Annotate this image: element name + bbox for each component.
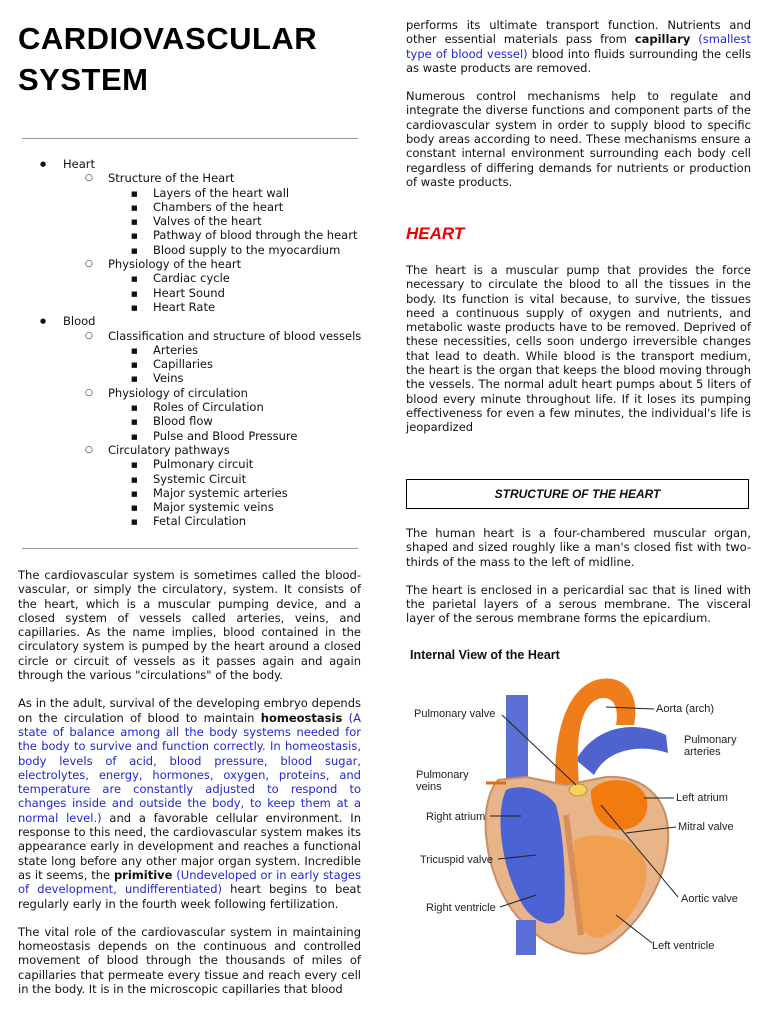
toc-item-heart-sound[interactable]: ■ Heart Sound	[18, 286, 363, 300]
page-title-line1: CARDIOVASCULAR	[18, 21, 318, 56]
toc-item-pathways[interactable]: ○ Circulatory pathways	[18, 443, 363, 457]
term-homeostasis: homeostasis	[260, 710, 343, 725]
intro-paragraph-3: The vital role of the cardiovascular system in maintaining homeostasis depends on the continuous and controlled movement of blood through the thousands of miles of capillaries that permeate every tissue and reach every cell in the body. It is in the microscopic capillaries that blood	[18, 924, 361, 997]
toc-item-chambers[interactable]: ■ Chambers of the heart	[18, 200, 363, 214]
term-primitive: primitive	[113, 867, 173, 882]
toc-item-heart[interactable]: ● Heart	[18, 157, 363, 171]
continued-paragraph: performs its ultimate transport function. Nutrients and other essential materials pass from capillary (smallest type of blood vessel) blood into fluids surrounding the cells as waste products are removed.	[406, 18, 751, 75]
page-title	[18, 18, 360, 100]
divider-bottom	[22, 548, 358, 549]
intro-paragraph-2: As in the adult, survival of the developing embryo depends on the circulation of blood to maintain homeostasis (A state of balance among all the body systems needed for the body to survive and function correctly. In homeostasis, body levels of acid, blood pressure, blood sugar, electrolytes, energy, hormones, oxygen, proteins, and temperature are constantly adjusted to respond to changes inside and outside the body, to keep them at a normal level.) and a favorable cellular environment. In response to this need, the cardiovascular system makes its appearance early in development and reaches a functional state long before any other major organ system. Incredible as it seems, the primitive (Undeveloped or in early stages of development, undifferentiated) heart begins to beat regularly early in the fourth week following fertilization.	[18, 696, 361, 911]
left-ventricle-shape	[574, 835, 646, 937]
label-pulmonary-veins-2: veins	[416, 781, 442, 793]
label-tricuspid-valve: Tricuspid valve	[420, 854, 493, 866]
toc-item-arteries[interactable]: ■ Arteries	[18, 343, 363, 357]
toc-item-classification[interactable]: ○ Classification and structure of blood vessels	[18, 329, 363, 343]
right-column	[406, 18, 751, 203]
term-capillary: capillary	[634, 32, 691, 47]
structure-heading-box	[406, 479, 749, 509]
toc-item-layers[interactable]: ■ Layers of the heart wall	[18, 186, 363, 200]
heart-diagram	[406, 665, 758, 965]
structure-heading: STRUCTURE OF THE HEART	[494, 487, 661, 501]
valve-shape	[569, 784, 587, 796]
definition-primitive: (Undeveloped or in early stages of development, undifferentiated)	[18, 867, 361, 897]
label-pulmonary-arteries-2: arteries	[684, 746, 721, 758]
heart-paragraph: The heart is a muscular pump that provides the force necessary to circulate the blood to all the tissues in the body. Its function is vital because, to survive, the tissues need a continuous supply of oxygen and nutrients, and metabolic waste products have to be removed. Deprived of these necessities, cells soon undergo irreversible changes that lead to death. While blood is the transport medium, the heart is the organ that keeps the blood moving through the vessels. The normal adult heart pumps about 5 liters of blood every minute throughout life. If it loses its pumping effectiveness for even a few minutes, the individual's life is jeopardized	[406, 263, 751, 435]
toc-item-major-arteries[interactable]: ■ Major systemic arteries	[18, 486, 363, 500]
toc-item-roles[interactable]: ■ Roles of Circulation	[18, 400, 363, 414]
toc-item-cardiac-cycle[interactable]: ■ Cardiac cycle	[18, 271, 363, 285]
toc-item-valves[interactable]: ■ Valves of the heart	[18, 214, 363, 228]
toc-item-blood-supply[interactable]: ■ Blood supply to the myocardium	[18, 243, 363, 257]
label-aortic-valve: Aortic valve	[681, 893, 738, 905]
label-pulmonary-valve: Pulmonary valve	[414, 708, 496, 720]
heart-section	[406, 263, 751, 449]
label-aorta: Aorta (arch)	[656, 703, 715, 715]
definition-homeostasis: (A state of balance among all the body systems needed for the body to survive and function correctly. In homeostasis, body levels of acid, blood pressure, blood sugar, electrolytes, energy, hormones, oxygen, proteins, and temperature are constantly adjusted to respond to changes inside and outside the body, to keep them at a normal level.)	[18, 710, 361, 825]
heart-heading: HEART	[406, 224, 465, 243]
label-right-ventricle: Right ventricle	[426, 902, 496, 914]
toc-item-blood[interactable]: ● Blood	[18, 314, 363, 328]
toc-item-fetal-circulation[interactable]: ■ Fetal Circulation	[18, 514, 363, 528]
definition-capillary: (smallest type of blood vessel)	[406, 32, 751, 61]
control-paragraph: Numerous control mechanisms help to regulate and integrate the diverse functions and component parts of the cardiovascular system in order to supply blood to specific body areas according to need. These mechanisms ensure a constant internal environment surrounding each body cell regardless of differing demands for nutrients or production of waste products.	[406, 89, 751, 189]
intro-text	[18, 568, 361, 1010]
toc-item-pathway[interactable]: ■ Pathway of blood through the heart	[18, 228, 363, 242]
toc-item-systemic-circuit[interactable]: ■ Systemic Circuit	[18, 472, 363, 486]
toc-item-physiology-heart[interactable]: ○ Physiology of the heart	[18, 257, 363, 271]
toc-item-physiology-circulation[interactable]: ○ Physiology of circulation	[18, 386, 363, 400]
table-of-contents	[18, 157, 363, 529]
label-pulmonary-veins-1: Pulmonary	[416, 769, 469, 781]
structure-paragraph-2: The heart is enclosed in a pericardial sac that is lined with the parietal layers of a serous membrane. The visceral layer of the serous membrane forms the epicardium.	[406, 582, 751, 626]
label-right-atrium: Right atrium	[426, 811, 486, 823]
divider-top	[22, 138, 358, 139]
label-mitral-valve: Mitral valve	[678, 821, 734, 833]
toc-item-capillaries[interactable]: ■ Capillaries	[18, 357, 363, 371]
toc-item-structure[interactable]: ○ Structure of the Heart	[18, 171, 363, 185]
toc-item-blood-flow[interactable]: ■ Blood flow	[18, 414, 363, 428]
toc-item-heart-rate[interactable]: ■ Heart Rate	[18, 300, 363, 314]
structure-section	[406, 526, 751, 640]
page-title-line2: SYSTEM	[18, 62, 149, 97]
label-left-atrium: Left atrium	[676, 792, 728, 804]
figure-title: Internal View of the Heart	[410, 648, 560, 662]
toc-item-pulmonary-circuit[interactable]: ■ Pulmonary circuit	[18, 457, 363, 471]
label-pulmonary-arteries-1: Pulmonary	[684, 734, 737, 746]
pulmonary-artery-shape	[576, 727, 668, 775]
vena-cava-shape	[506, 695, 528, 785]
intro-paragraph-1: The cardiovascular system is sometimes called the blood-vascular, or simply the circulatory, system. It consists of the heart, which is a muscular pumping device, and a closed system of vessels called arteries, veins, and capillaries. As the name implies, blood contained in the circulatory system is pumped by the heart around a closed circle or circuit of vessels as it passes again and again through the various "circulations" of the body.	[18, 568, 361, 683]
toc-item-veins[interactable]: ■ Veins	[18, 371, 363, 385]
structure-paragraph-1: The human heart is a four-chambered muscular organ, shaped and sized roughly like a man's closed fist with two-thirds of the mass to the left of midline.	[406, 526, 751, 569]
toc-item-pulse[interactable]: ■ Pulse and Blood Pressure	[18, 429, 363, 443]
inferior-vena-cava-shape	[516, 920, 536, 955]
toc-item-major-veins[interactable]: ■ Major systemic veins	[18, 500, 363, 514]
left-column	[18, 18, 360, 100]
label-left-ventricle: Left ventricle	[652, 940, 715, 952]
